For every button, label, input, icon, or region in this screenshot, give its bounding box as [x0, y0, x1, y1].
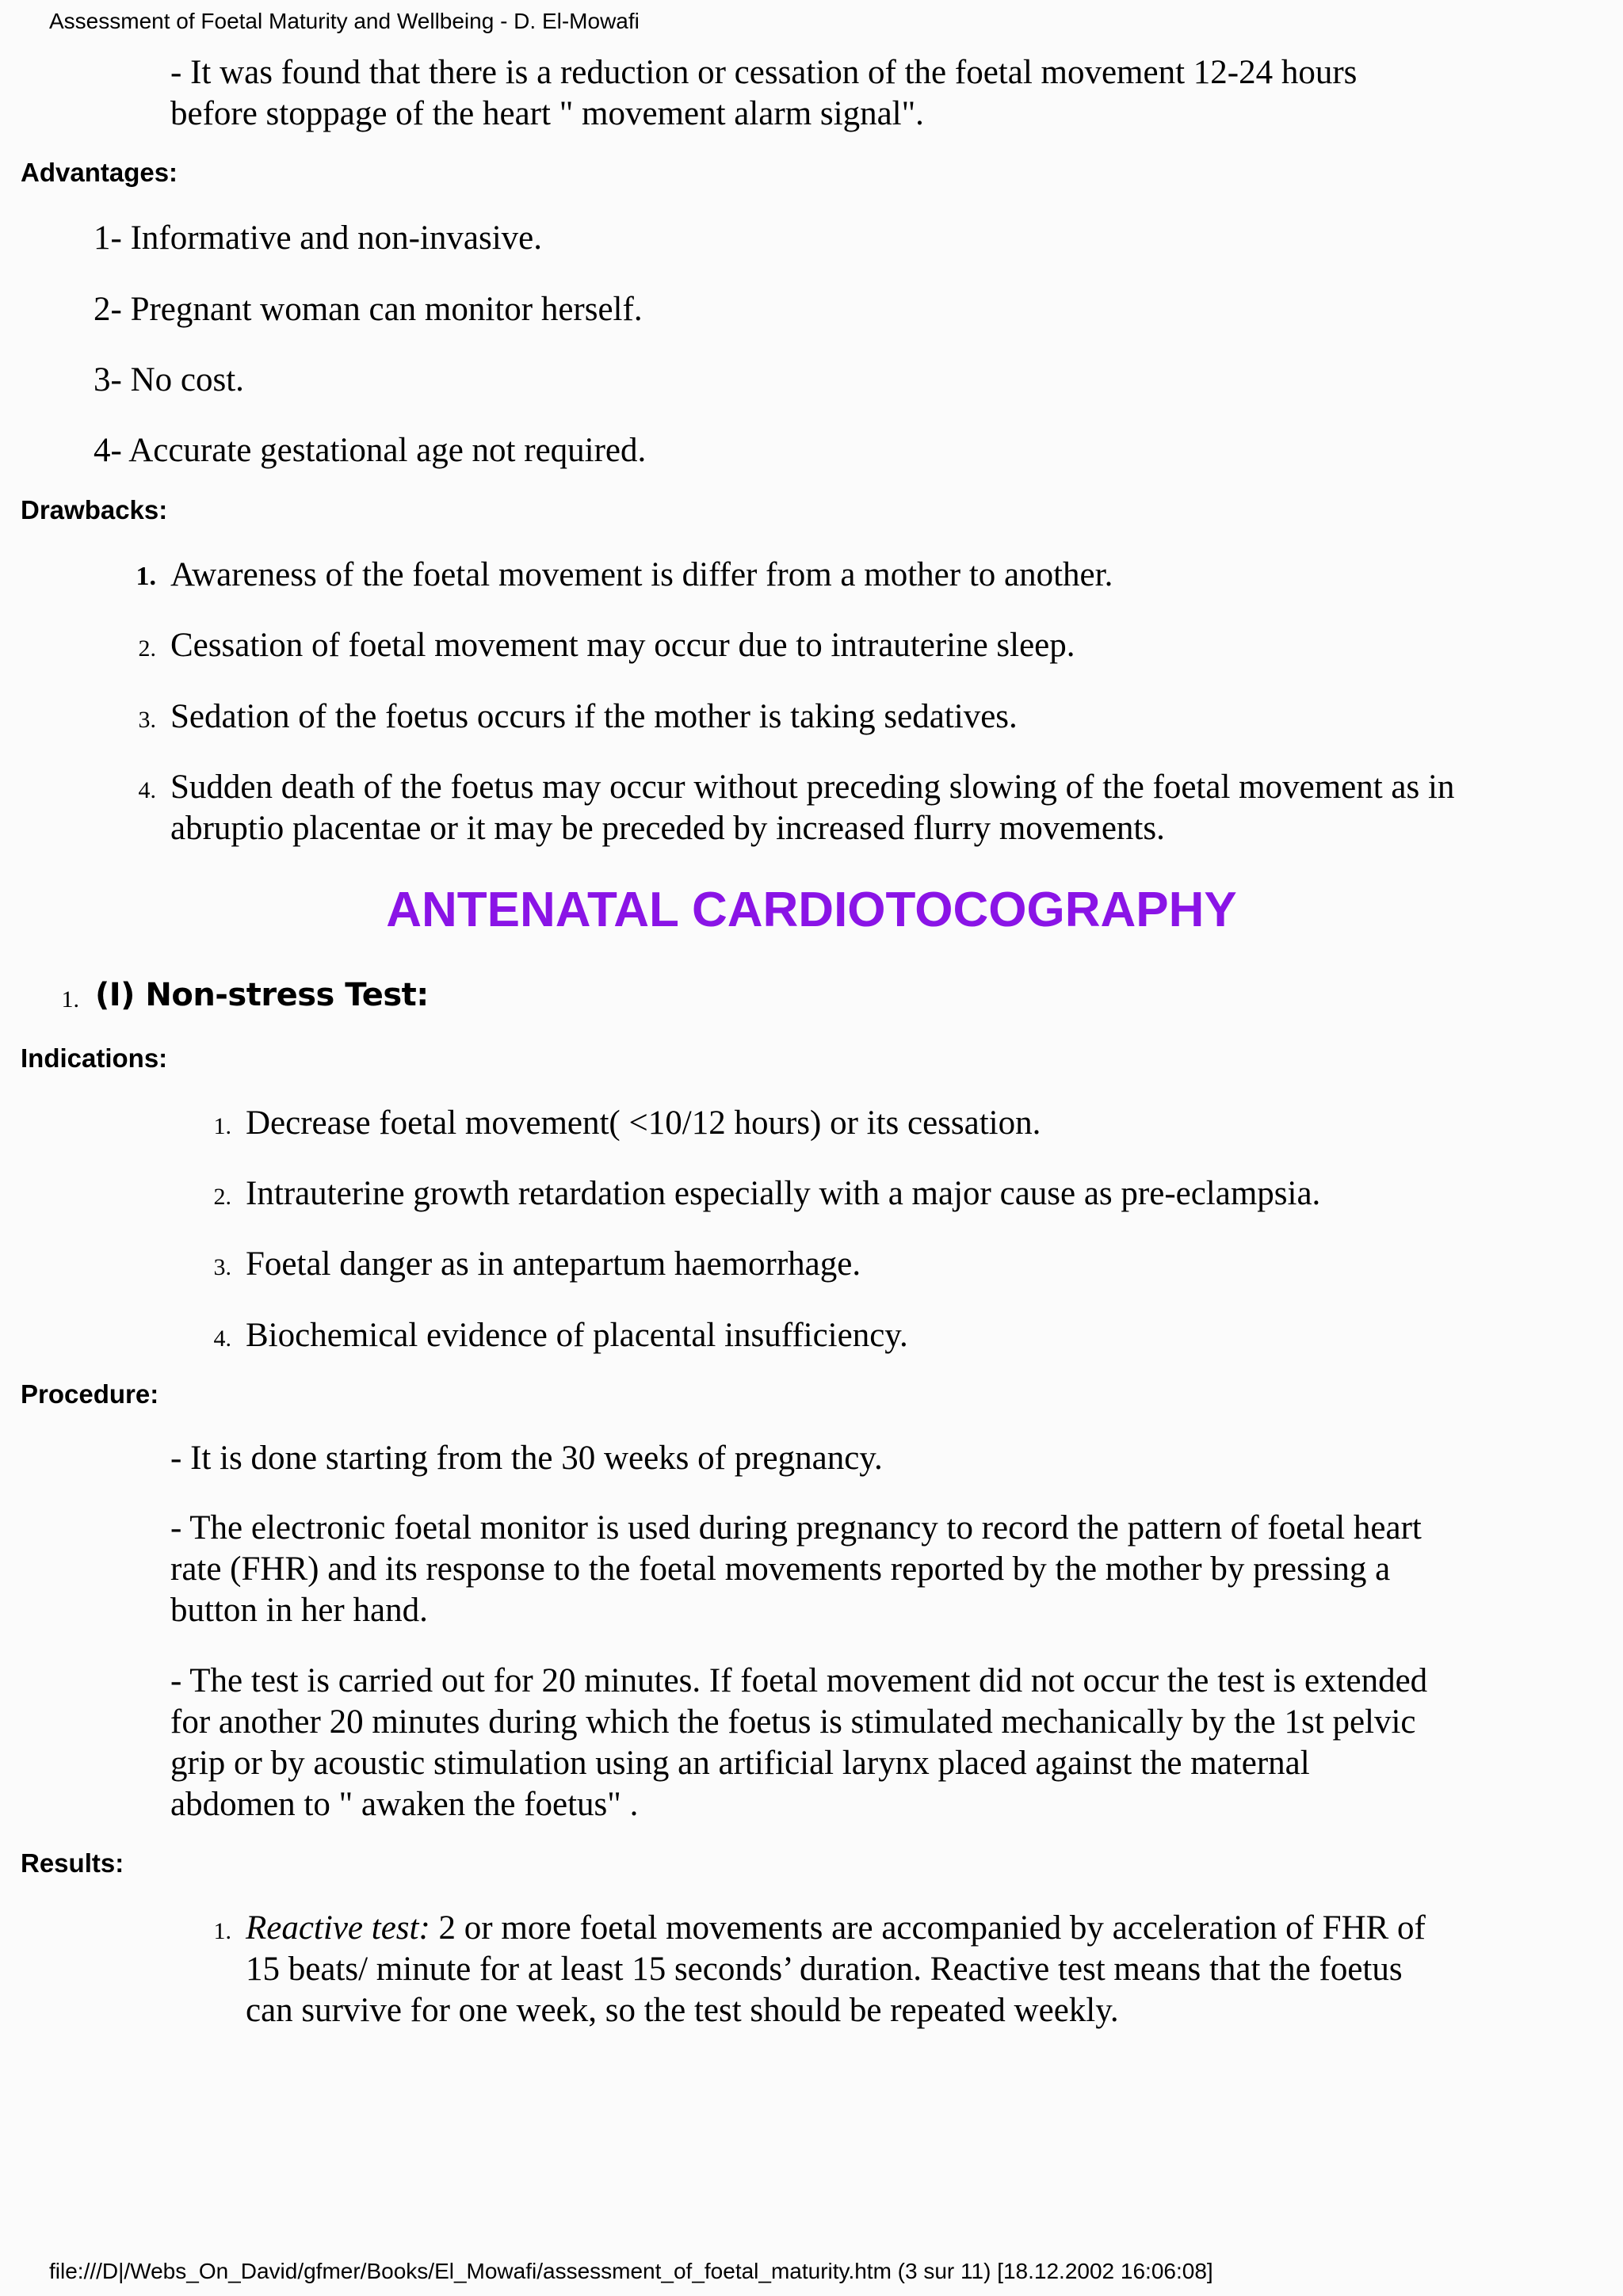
list-number: 1.	[136, 562, 156, 591]
drawback-text: Sedation of the foetus occurs if the mother is taking sedatives.	[170, 698, 1018, 735]
list-number: 2.	[138, 635, 156, 662]
advantage-item: 1- Informative and non-invasive.	[94, 219, 542, 257]
procedure-paragraph: - It is done starting from the 30 weeks of pregnancy.	[170, 1440, 883, 1477]
result-description: 2 or more foetal movements are accompanied by acceleration of FHR of 15 beats/ minute for at least 15 seconds’ duration. Reactive test means that the foetus can survive for one week, so the test should be repeated weekly.	[246, 1909, 1426, 2029]
procedure-label: Procedure:	[21, 1379, 159, 1409]
result-item	[213, 1908, 1450, 2031]
indication-text: Foetal danger as in antepartum haemorrhage.	[246, 1245, 861, 1283]
list-number: 2.	[213, 1184, 231, 1210]
drawbacks-label: Drawbacks:	[21, 495, 168, 524]
procedure-paragraph: - The electronic foetal monitor is used during pregnancy to record the pattern of foetal heart rate (FHR) and its response to the foetal movements reported by the mother by pressing a button in her hand.	[170, 1509, 1422, 1629]
indication-text: Biochemical evidence of placental insufficiency.	[246, 1317, 908, 1354]
print-footer: file:///D|/Webs_On_David/gfmer/Books/El_Mowafi/assessment_of_foetal_maturity.htm (3 sur 11) [18.12.2002 16:06:08]	[49, 2259, 1213, 2283]
drawback-text: Sudden death of the foetus may occur without preceding slowing of the foetal movement as in abruptio placentae or it may be preceded by increased flurry movements.	[170, 769, 1455, 847]
indication-text: Intrauterine growth retardation especially with a major cause as pre-eclampsia.	[246, 1175, 1321, 1212]
drawback-item	[138, 767, 1518, 849]
list-number: 4.	[213, 1325, 231, 1352]
advantage-item: 4- Accurate gestational age not required.	[94, 432, 647, 469]
nst-heading: (I) Non-stress Test:	[95, 977, 429, 1013]
indication-text: Decrease foetal movement( <10/12 hours) or its cessation.	[246, 1104, 1041, 1142]
list-number: 1.	[213, 1918, 231, 1944]
indication-item	[213, 1244, 1545, 1285]
drawback-text: Awareness of the foetal movement is differ from a mother to another.	[170, 556, 1113, 593]
section-heading: ANTENATAL CARDIOTOCOGRAPHY	[386, 883, 1237, 937]
indication-item	[213, 1315, 1545, 1356]
drawback-text: Cessation of foetal movement may occur due to intrauterine sleep.	[170, 627, 1075, 664]
drawback-item	[138, 625, 1518, 666]
list-number: 3.	[138, 707, 156, 733]
result-text	[246, 1908, 1450, 2031]
intro-paragraph: - It was found that there is a reduction or cessation of the foetal movement 12-24 hours before stoppage of the heart " movement alarm signal".	[170, 54, 1358, 132]
list-number: 3.	[213, 1254, 231, 1280]
advantage-item: 2- Pregnant woman can monitor herself.	[94, 291, 643, 328]
list-number: 4.	[138, 777, 156, 803]
advantage-item: 3- No cost.	[94, 361, 244, 399]
drawback-item	[136, 555, 1518, 596]
procedure-paragraph: - The test is carried out for 20 minutes. If foetal movement did not occur the test is extended for another 20 minutes during which the foetus is stimulated mechanically by the 1st pelvic grip or by acoustic stimulation using an artificial larynx placed against the maternal abdomen to " awaken the foetus" .	[170, 1662, 1428, 1823]
indication-item	[213, 1173, 1545, 1215]
indications-label: Indications:	[21, 1043, 168, 1073]
result-term: Reactive test:	[246, 1909, 430, 1947]
running-header: Assessment of Foetal Maturity and Wellbeing - D. El-Mowafi	[49, 9, 640, 33]
results-label: Results:	[21, 1848, 124, 1878]
drawback-item	[138, 696, 1518, 738]
list-number: 1.	[213, 1113, 231, 1139]
indication-item	[213, 1103, 1545, 1144]
list-number: 1.	[61, 986, 79, 1013]
advantages-label: Advantages:	[21, 158, 178, 187]
